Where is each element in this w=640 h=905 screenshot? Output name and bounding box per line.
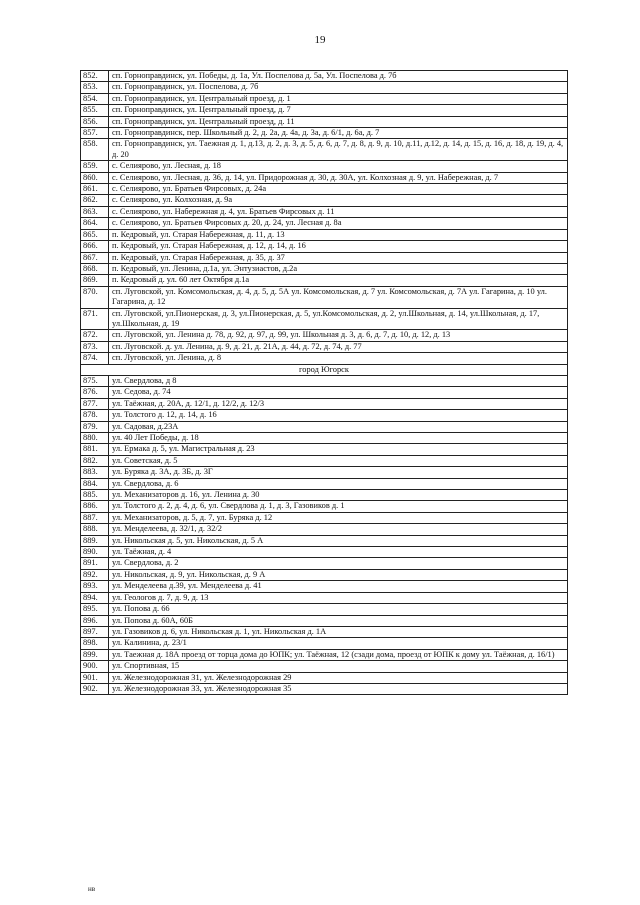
table-row bbox=[81, 467, 568, 478]
row-number: 897. bbox=[81, 626, 109, 637]
table-row bbox=[81, 592, 568, 603]
row-number: 869. bbox=[81, 275, 109, 286]
row-address: ул. Газовиков д. 6, ул. Никольская д. 1, ул. Никольская д. 1А bbox=[109, 626, 568, 637]
row-number: 863. bbox=[81, 206, 109, 217]
row-address: ул. Механизаторов, д. 5, д. 7, ул. Буряка д. 12 bbox=[109, 512, 568, 523]
row-address: ул. Калинина, д. 23/1 bbox=[109, 638, 568, 649]
table-row bbox=[81, 206, 568, 217]
row-number: 879. bbox=[81, 421, 109, 432]
row-address: ул. Буряка д. 3А, д. 3Б, д. 3Г bbox=[109, 467, 568, 478]
table-row bbox=[81, 184, 568, 195]
row-address: п. Кедровый д. ул. 60 лет Октября д.1а bbox=[109, 275, 568, 286]
table-row bbox=[81, 547, 568, 558]
table-row bbox=[81, 241, 568, 252]
row-address: ул. Садовая, д.23А bbox=[109, 421, 568, 432]
table-row bbox=[81, 535, 568, 546]
table-row bbox=[81, 672, 568, 683]
row-address: ул. Менделеева д.39, ул. Менделеева д. 41 bbox=[109, 581, 568, 592]
row-number: 857. bbox=[81, 128, 109, 139]
table-row bbox=[81, 82, 568, 93]
row-address: ул. Ермака д. 5, ул. Магистральная д. 23 bbox=[109, 444, 568, 455]
table-row bbox=[81, 71, 568, 82]
section-header-row bbox=[81, 364, 568, 375]
row-address: ул. Седова, д. 74 bbox=[109, 387, 568, 398]
row-number: 900. bbox=[81, 661, 109, 672]
row-address: сп. Луговской, ул. Ленина д. 78, д. 92, д. 97, д. 99, ул. Школьная д. 3, д. 6, д. 7, д. 10, д. 12, д. 13 bbox=[109, 330, 568, 341]
table-row bbox=[81, 661, 568, 672]
table-row bbox=[81, 286, 568, 308]
row-number: 894. bbox=[81, 592, 109, 603]
row-address: п. Кедровый, ул. Старая Набережная, д. 11, д. 13 bbox=[109, 229, 568, 240]
table-row bbox=[81, 105, 568, 116]
table-row bbox=[81, 683, 568, 694]
row-number: 859. bbox=[81, 161, 109, 172]
row-address: с. Селиярово, ул. Набережная д. 4, ул. Братьев Фирсовых д. 11 bbox=[109, 206, 568, 217]
table-row bbox=[81, 524, 568, 535]
row-number: 870. bbox=[81, 286, 109, 308]
table-row bbox=[81, 512, 568, 523]
table-row bbox=[81, 330, 568, 341]
row-address: ул. Толстого д. 2, д. 4, д. 6, ул. Свердлова д. 1, д. 3, Газовиков д. 1 bbox=[109, 501, 568, 512]
table-row bbox=[81, 161, 568, 172]
row-number: 856. bbox=[81, 116, 109, 127]
row-number: 891. bbox=[81, 558, 109, 569]
row-number: 880. bbox=[81, 433, 109, 444]
row-number: 893. bbox=[81, 581, 109, 592]
row-address: п. Кедровый, ул. Старая Набережная, д. 12, д. 14, д. 16 bbox=[109, 241, 568, 252]
address-table-section-header bbox=[81, 364, 568, 375]
row-number: 899. bbox=[81, 649, 109, 660]
footer-mark: нв bbox=[88, 885, 96, 893]
row-number: 898. bbox=[81, 638, 109, 649]
section-title: город Югорск bbox=[81, 364, 568, 375]
row-number: 881. bbox=[81, 444, 109, 455]
table-row bbox=[81, 353, 568, 364]
row-address: ул. Никольская д. 5, ул. Никольская, д. 5 А bbox=[109, 535, 568, 546]
table-row bbox=[81, 263, 568, 274]
row-number: 858. bbox=[81, 139, 109, 161]
table-row bbox=[81, 604, 568, 615]
table-row bbox=[81, 558, 568, 569]
row-address: сп. Горноправдинск, ул. Таежная д. 1, д.13, д. 2, д. 3, д. 5, д. 6, д. 7, д. 8, д. 9, д. 10, д.11, д.12, д. 14, д. 15, д. 16, д. 18, д. 19, д. 4, д. 20 bbox=[109, 139, 568, 161]
address-table-section-b bbox=[81, 375, 568, 694]
row-address: с. Селиярово, ул. Лесная, д. 18 bbox=[109, 161, 568, 172]
table-row bbox=[81, 275, 568, 286]
row-number: 885. bbox=[81, 490, 109, 501]
table-row bbox=[81, 490, 568, 501]
row-address: ул. Попова д. 66 bbox=[109, 604, 568, 615]
table-row bbox=[81, 252, 568, 263]
row-address: ул. Советская, д. 5 bbox=[109, 455, 568, 466]
row-address: с. Селиярово, ул. Братьев Фирсовых д. 20, д. 24, ул. Лесная д. 8а bbox=[109, 218, 568, 229]
row-address: с. Селиярово, ул. Братьев Фирсовых, д. 24а bbox=[109, 184, 568, 195]
row-number: 878. bbox=[81, 410, 109, 421]
row-number: 888. bbox=[81, 524, 109, 535]
table-row bbox=[81, 218, 568, 229]
row-number: 895. bbox=[81, 604, 109, 615]
row-number: 872. bbox=[81, 330, 109, 341]
row-number: 866. bbox=[81, 241, 109, 252]
row-address: ул. Спортивная, 15 bbox=[109, 661, 568, 672]
row-number: 862. bbox=[81, 195, 109, 206]
row-address: ул. Механизаторов д. 16, ул. Ленина д. 30 bbox=[109, 490, 568, 501]
table-row bbox=[81, 581, 568, 592]
row-address: ул. Свердлова, д. 6 bbox=[109, 478, 568, 489]
row-number: 853. bbox=[81, 82, 109, 93]
table-row bbox=[81, 139, 568, 161]
row-address: с. Селиярово, ул. Колхозная, д. 9а bbox=[109, 195, 568, 206]
row-address: сп. Горноправдинск, ул. Центральный проезд, д. 1 bbox=[109, 93, 568, 104]
row-number: 873. bbox=[81, 341, 109, 352]
row-address: ул. Таёжная, д. 4 bbox=[109, 547, 568, 558]
row-address: сп. Горноправдинск, ул. Центральный проезд, д. 7 bbox=[109, 105, 568, 116]
row-address: сп. Луговской, ул. Ленина, д. 8 bbox=[109, 353, 568, 364]
row-number: 902. bbox=[81, 683, 109, 694]
row-address: ул. Железнодорожная 31, ул. Железнодорожная 29 bbox=[109, 672, 568, 683]
row-address: п. Кедровый, ул. Ленина, д.1а, ул. Энтузиастов, д.2а bbox=[109, 263, 568, 274]
row-address: ул. Менделеева, д. 32/1, д. 32/2 bbox=[109, 524, 568, 535]
row-number: 864. bbox=[81, 218, 109, 229]
table-row bbox=[81, 398, 568, 409]
row-number: 877. bbox=[81, 398, 109, 409]
row-number: 890. bbox=[81, 547, 109, 558]
table-row bbox=[81, 615, 568, 626]
table-row bbox=[81, 421, 568, 432]
row-address: ул. Свердлова, д 8 bbox=[109, 375, 568, 386]
row-number: 886. bbox=[81, 501, 109, 512]
row-number: 871. bbox=[81, 308, 109, 330]
table-row bbox=[81, 387, 568, 398]
table-row bbox=[81, 569, 568, 580]
row-number: 876. bbox=[81, 387, 109, 398]
row-number: 865. bbox=[81, 229, 109, 240]
row-address: п. Кедровый, ул. Старая Набережная, д. 35, д. 37 bbox=[109, 252, 568, 263]
table-row bbox=[81, 229, 568, 240]
row-number: 854. bbox=[81, 93, 109, 104]
row-address: с. Селиярово, ул. Лесная, д. 36, д. 14, ул. Придорожная д. 30, д. 30А, ул. Колхозная д. 9, ул. Набережная, д. 7 bbox=[109, 172, 568, 183]
row-address: ул. Свердлова, д. 2 bbox=[109, 558, 568, 569]
row-number: 884. bbox=[81, 478, 109, 489]
table-row bbox=[81, 172, 568, 183]
row-number: 896. bbox=[81, 615, 109, 626]
row-address: сп. Горноправдинск, ул. Центральный проезд, д. 11 bbox=[109, 116, 568, 127]
row-number: 860. bbox=[81, 172, 109, 183]
row-address: ул. Таежная д. 18А проезд от торца дома до ЮПК; ул. Таёжная, 12 (сзади дома, проезд от ЮПК к дому ул. Таёжная, д. 16/1) bbox=[109, 649, 568, 660]
row-address: сп. Луговской, ул.Пионерская, д. 3, ул.Пионерская, д. 5, ул.Комсомольская, д. 2, ул.Школьная, д. 14, ул.Школьная, д. 17, ул.Школьная, д. 19 bbox=[109, 308, 568, 330]
table-row bbox=[81, 638, 568, 649]
row-address: ул. Железнодорожная 33, ул. Железнодорожная 35 bbox=[109, 683, 568, 694]
row-address: сп. Луговской. д. ул. Ленина, д. 9, д. 21, д. 21А, д. 44, д. 72, д. 74, д. 77 bbox=[109, 341, 568, 352]
row-number: 874. bbox=[81, 353, 109, 364]
table-row bbox=[81, 433, 568, 444]
row-number: 855. bbox=[81, 105, 109, 116]
row-number: 882. bbox=[81, 455, 109, 466]
row-number: 883. bbox=[81, 467, 109, 478]
row-number: 875. bbox=[81, 375, 109, 386]
table-row bbox=[81, 455, 568, 466]
row-number: 868. bbox=[81, 263, 109, 274]
row-address: ул. Никольская, д. 9, ул. Никольская, д. 9 А bbox=[109, 569, 568, 580]
row-address: ул. 40 Лет Победы, д. 18 bbox=[109, 433, 568, 444]
row-number: 889. bbox=[81, 535, 109, 546]
table-row bbox=[81, 195, 568, 206]
row-address: ул. Толстого д. 12, д. 14, д. 16 bbox=[109, 410, 568, 421]
table-row bbox=[81, 308, 568, 330]
row-number: 887. bbox=[81, 512, 109, 523]
table-row bbox=[81, 501, 568, 512]
row-number: 901. bbox=[81, 672, 109, 683]
row-address: сп. Горноправдинск, пер. Школьный д. 2, д. 2а, д. 4а, д. 3а, д. 6/1, д. 6а, д. 7 bbox=[109, 128, 568, 139]
table-row bbox=[81, 626, 568, 637]
table-row bbox=[81, 128, 568, 139]
row-address: сп. Горноправдинск, ул. Поспелова, д. 7б bbox=[109, 82, 568, 93]
row-number: 852. bbox=[81, 71, 109, 82]
address-table-section-a bbox=[81, 71, 568, 365]
row-address: ул. Геологов д. 7, д. 9, д. 13 bbox=[109, 592, 568, 603]
row-number: 892. bbox=[81, 569, 109, 580]
page-number: 19 bbox=[314, 34, 326, 46]
table-row bbox=[81, 341, 568, 352]
address-table bbox=[80, 70, 568, 695]
row-address: сп. Горноправдинск, ул. Победы, д. 1а, Ул. Поспелова д. 5а, Ул. Поспелова д. 7б bbox=[109, 71, 568, 82]
table-row bbox=[81, 116, 568, 127]
table-row bbox=[81, 93, 568, 104]
table-row bbox=[81, 375, 568, 386]
row-number: 867. bbox=[81, 252, 109, 263]
table-row bbox=[81, 444, 568, 455]
row-address: ул. Таёжная, д. 20А, д. 12/1, д. 12/2, д. 12/3 bbox=[109, 398, 568, 409]
table-row bbox=[81, 649, 568, 660]
row-address: сп. Луговской, ул. Комсомольская, д. 4, д. 5, д. 5А ул. Комсомольская, д. 7 ул. Комсомольская, д. 7А ул. Гагарина, д. 10 ул. Гагарина, д. 12 bbox=[109, 286, 568, 308]
row-address: ул. Попова д. 60А, 60Б bbox=[109, 615, 568, 626]
table-row bbox=[81, 410, 568, 421]
row-number: 861. bbox=[81, 184, 109, 195]
table-row bbox=[81, 478, 568, 489]
